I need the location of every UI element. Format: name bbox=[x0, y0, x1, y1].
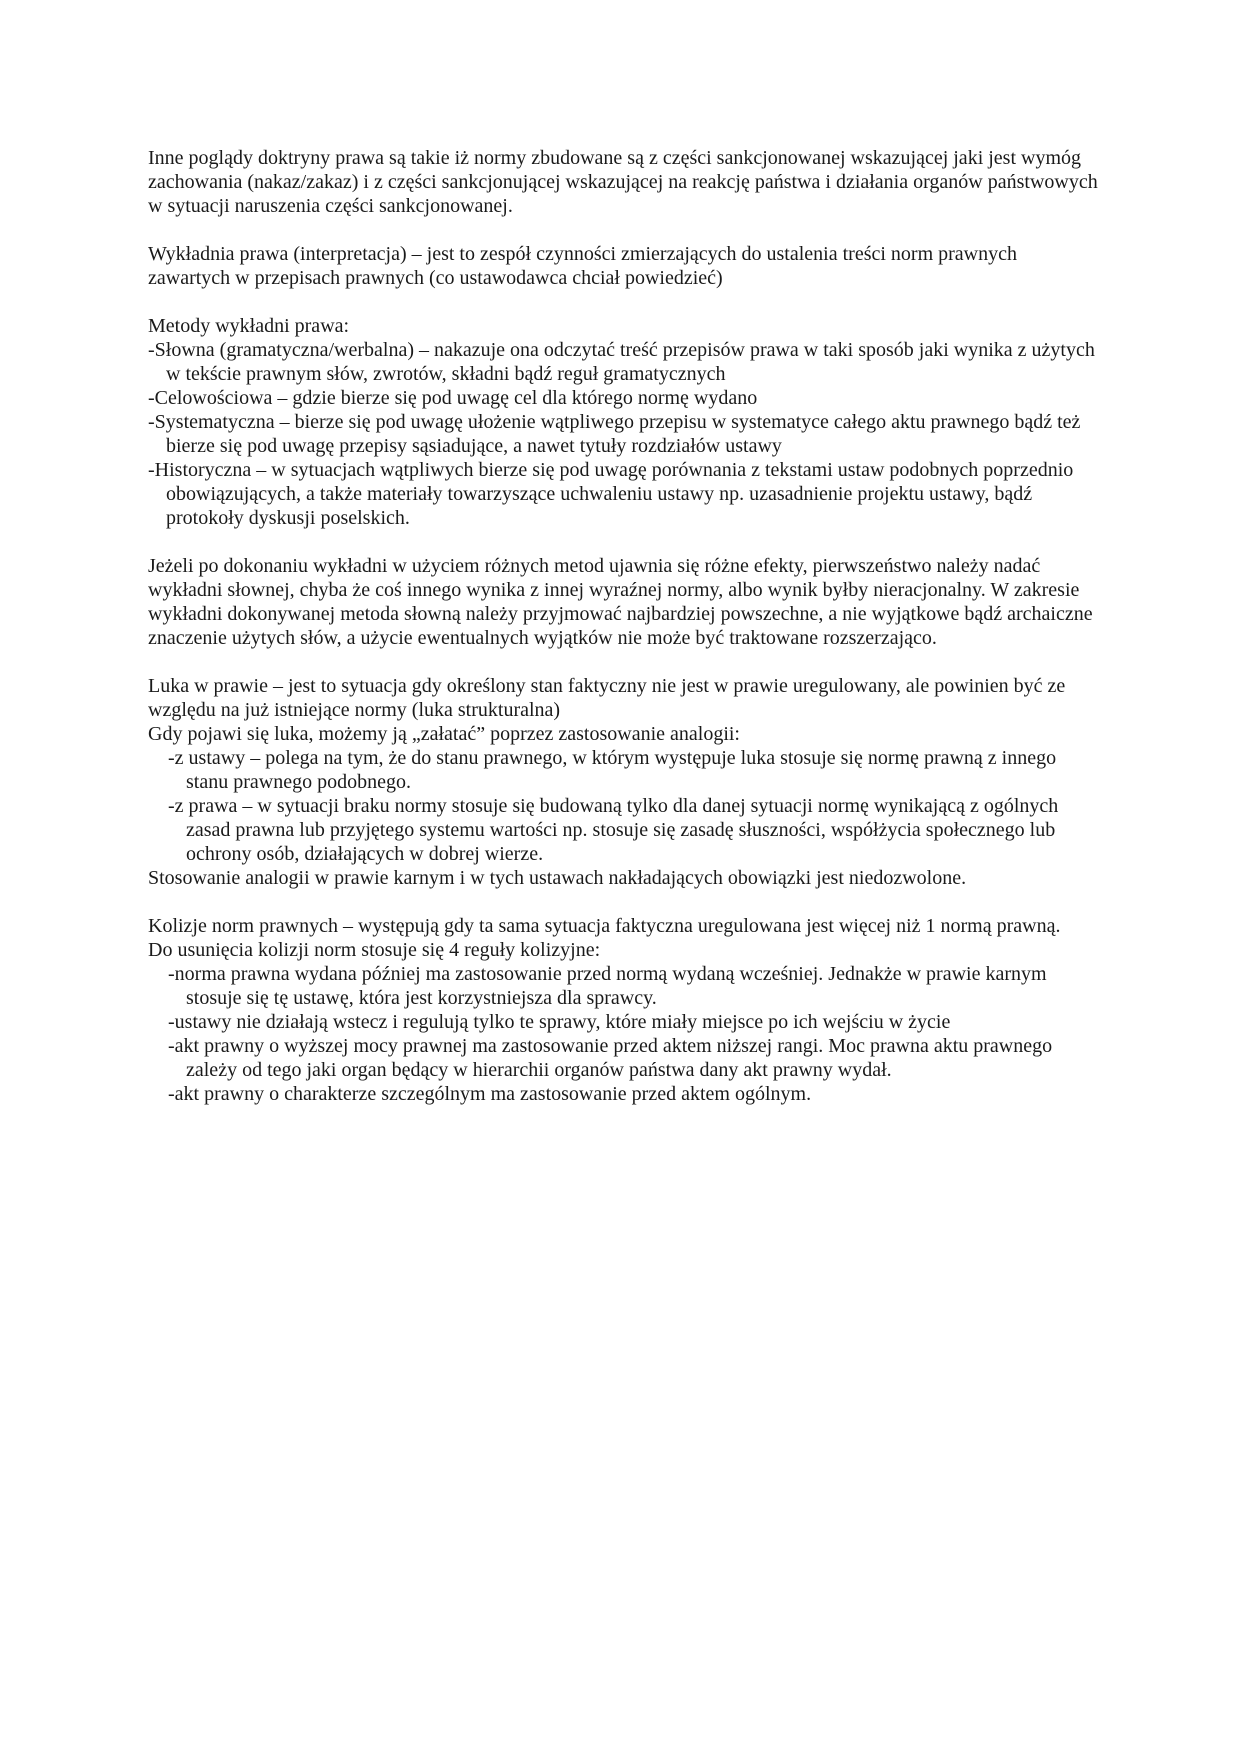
conflict-rule-item: -akt prawny o charakterze szczególnym ma zastosowanie przed aktem ogólnym. bbox=[168, 1083, 812, 1105]
methods-heading: Metody wykładni prawa: bbox=[148, 315, 350, 337]
method-item: -Słowna (gramatyczna/werbalna) – nakazuje ona odczytać treść przepisów prawa w taki sposób jaki wynika z użytych w tekście prawnym słów, zwrotów, składni bądź reguł gramatycznych bbox=[148, 339, 1095, 385]
conflict-rule-item: -akt prawny o wyższej mocy prawnej ma zastosowanie przed aktem niższej rangi. Moc prawna aktu prawnego zależy od tego jaki organ będący w hierarchii organów państwa dany akt prawny wydał. bbox=[168, 1035, 1053, 1081]
document-page bbox=[148, 146, 1100, 1130]
conflict-rule-item: -ustawy nie działają wstecz i regulują tylko te sprawy, które miały miejsce po ich wejściu w życie bbox=[168, 1011, 951, 1033]
paragraph-method-priority: Jeżeli po dokonaniu wykładni w użyciem różnych metod ujawnia się różne efekty, pierwszeństwo należy nadać wykładni słownej, chyba że coś innego wynika z innej wyraźnej normy, albo wynik byłby nieracjonalny. W zakresie wykładni dokonywanej metoda słowną należy przyjmować najbardziej powszechne, a nie wyjątkowe bądź archaiczne znaczenie użytych słów, a użycie ewentualnych wyjątków nie może być traktowane rozszerzająco. bbox=[148, 555, 1093, 649]
analogy-item: -z prawa – w sytuacji braku normy stosuje się budowaną tylko dla danej sytuacji normę wynikającą z ogólnych zasad prawna lub przyjętego systemu wartości np. stosuje się zasadę słuszności, współżycia społecznego lub ochrony osób, działających w dobrej wierze. bbox=[168, 795, 1059, 865]
norm-conflict-section bbox=[148, 914, 1100, 1106]
conflict-rule-item: -norma prawna wydana później ma zastosowanie przed normą wydaną wcześniej. Jednakże w prawie karnym stosuje się tę ustawę, która jest korzystniejsza dla sprawcy. bbox=[168, 963, 1047, 1009]
norm-conflict-intro: Do usunięcia kolizji norm stosuje się 4 reguły kolizyjne: bbox=[148, 939, 601, 961]
norm-conflict-definition: Kolizje norm prawnych – występują gdy ta sama sytuacja faktyczna uregulowana jest więcej niż 1 normą prawną. bbox=[148, 915, 1061, 937]
interpretation-methods-section bbox=[148, 314, 1100, 530]
legal-gap-section bbox=[148, 674, 1100, 890]
analogy-restriction: Stosowanie analogii w prawie karnym i w tych ustawach nakładających obowiązki jest niedozwolone. bbox=[148, 867, 967, 889]
analogy-item: -z ustawy – polega na tym, że do stanu prawnego, w którym występuje luka stosuje się normę prawną z innego stanu prawnego podobnego. bbox=[168, 747, 1057, 793]
method-item: -Historyczna – w sytuacjach wątpliwych bierze się pod uwagę porównania z tekstami ustaw podobnych poprzednio obowiązujących, a także materiały towarzyszące uchwaleniu ustawy np. uzasadnienie projektu ustawy, bądź protokoły dyskusji poselskich. bbox=[148, 459, 1074, 529]
paragraph-norm-structure: Inne poglądy doktryny prawa są takie iż normy zbudowane są z części sankcjonowanej wskazującej jaki jest wymóg zachowania (nakaz/zakaz) i z części sankcjonującej wskazującej na reakcję państwa i działania organów państwowych w sytuacji naruszenia części sankcjonowanej. bbox=[148, 147, 1098, 217]
legal-gap-definition: Luka w prawie – jest to sytuacja gdy określony stan faktyczny nie jest w prawie uregulowany, ale powinien być ze względu na już istniejące normy (luka strukturalna) bbox=[148, 675, 1066, 721]
method-item: -Celowościowa – gdzie bierze się pod uwagę cel dla którego normę wydano bbox=[148, 387, 758, 409]
method-item: -Systematyczna – bierze się pod uwagę ułożenie wątpliwego przepisu w systematyce całego aktu prawnego bądź też bierze się pod uwagę przepisy sąsiadujące, a nawet tytuły rozdziałów ustawy bbox=[148, 411, 1081, 457]
legal-gap-intro: Gdy pojawi się luka, możemy ją „załatać” poprzez zastosowanie analogii: bbox=[148, 723, 740, 745]
paragraph-interpretation-definition: Wykładnia prawa (interpretacja) – jest to zespół czynności zmierzających do ustalenia treści norm prawnych zawartych w przepisach prawnych (co ustawodawca chciał powiedzieć) bbox=[148, 243, 1017, 289]
